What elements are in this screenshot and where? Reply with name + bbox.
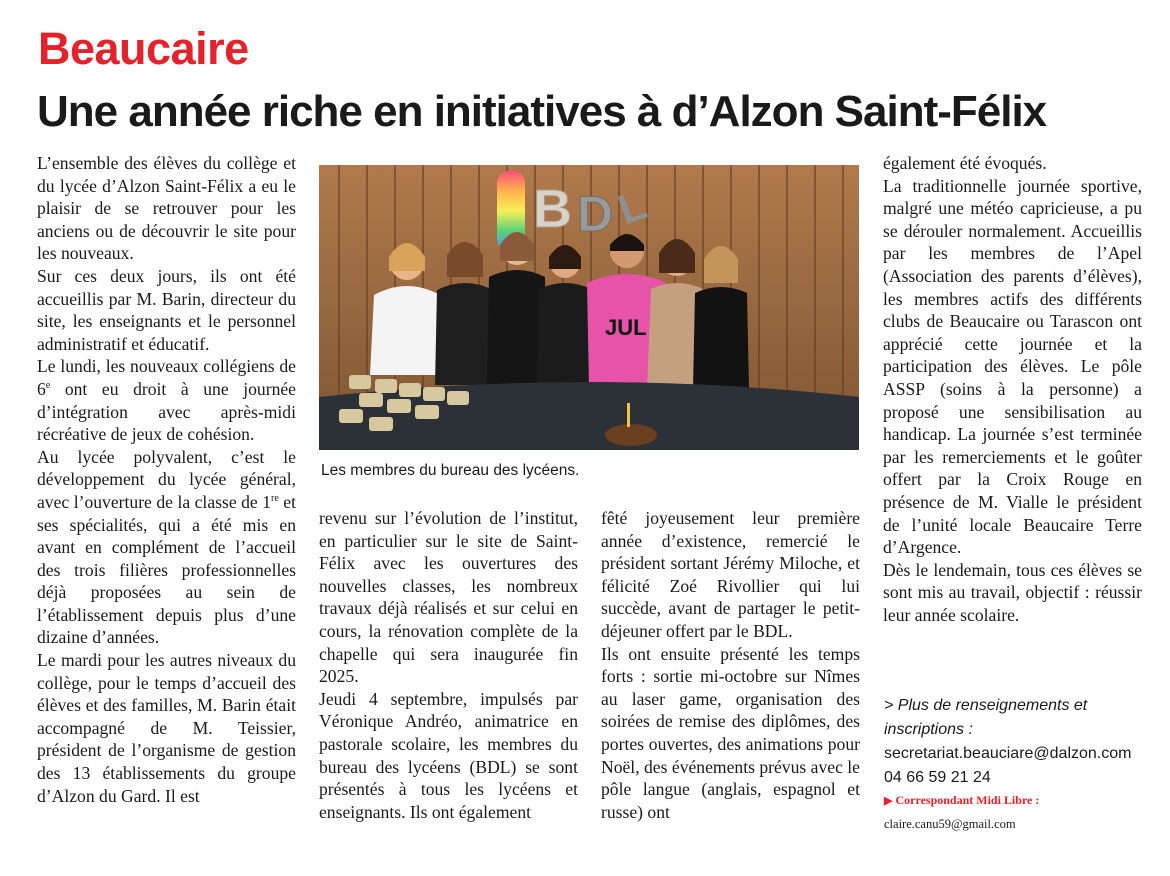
paragraph: fêté joyeusement leur première année d’existence, remercié le président sortant Jérémy Miloche, et félicité Zoé Rivollier qui lui succède, avant de partager le petit-déjeuner offert par le BDL. <box>601 508 860 641</box>
info-phone: 04 66 59 21 24 <box>884 769 991 786</box>
svg-text:L: L <box>611 180 653 234</box>
correspondent-label: ▶ Correspondant Midi Libre : <box>884 793 1040 807</box>
article-headline: Une année riche en initiatives à d’Alzon Saint-Félix <box>37 87 1047 136</box>
arrow-icon: ▶ <box>884 795 893 807</box>
article-column-4 <box>883 152 1142 626</box>
photo-caption: Les membres du bureau des lycéens. <box>321 462 580 479</box>
article-column-3 <box>601 507 860 823</box>
paragraph: Au lycée polyvalent, c’est le développement du lycée général, avec l’ouverture de la classe de 1re et ses spécialités, qui a été mis en avant en complément de l’accueil des trois filières professionnelles déjà proposées au sein de l’établissement depuis plus d’une dizaine d’années. <box>37 446 296 648</box>
paragraph: également été évoqués. <box>883 153 1047 173</box>
article-column-2 <box>319 507 578 823</box>
article-photo <box>319 165 859 450</box>
svg-text:B: B <box>533 179 572 239</box>
info-box <box>884 694 1154 790</box>
shirt-text: JUL <box>605 315 647 340</box>
paragraph: La traditionnelle journée sportive, malgré une météo capricieuse, a pu se dérouler normalement. Accueillis par les membres de l’Apel (Association des parents d’élèves), les membres actifs des différents clubs de Beaucaire ou Tarascon ont apprécié cette journée et la participation des élèves. Le pôle ASSP (soins à la personne) a proposé une sensibilisation au handicap. La journée s’est terminée par les remerciements et le goûter offert par la Croix Rouge en présence de M. Vialle le président de l’unité locale Beaucaire Terre d’Argence. <box>883 175 1142 558</box>
correspondent-email-link[interactable]: claire.canu59@gmail.com <box>884 817 1016 831</box>
paragraph: Ils ont ensuite présenté les temps forts : sortie mi-octobre sur Nîmes au laser game, organisation des soirées de remise des diplômes, des portes ouvertes, des animations pour Noël, des événements prévus avec le pôle langue (anglais, espagnol et russe) ont <box>601 643 860 822</box>
info-email-link[interactable]: secretariat.beauciare@dalzon.com <box>884 745 1132 762</box>
article-kicker: Beaucaire <box>38 23 249 74</box>
paragraph: Jeudi 4 septembre, impulsés par Véronique Andréo, animatrice en pastorale scolaire, les membres du bureau des lycéens (BDL) se sont présentés à tous les lycéens et enseignants. Ils ont également <box>319 688 578 822</box>
paragraph: Le mardi pour les autres niveaux du collège, pour le temps d’accueil des élèves et des familles, M. Barin était accompagné de M. Teissier, président de l’organisme de gestion des 13 établissements du groupe d’Alzon du Gard. Il est <box>37 650 296 806</box>
info-line: inscriptions : <box>884 721 973 738</box>
paragraph: Sur ces deux jours, ils ont été accueillis par M. Barin, directeur du site, les enseignants et le personnel administratif et éducatif. <box>37 265 296 354</box>
paragraph: revenu sur l’évolution de l’institut, en particulier sur le site de Saint-Félix avec les ouvertures des nouvelles classes, les nombreux travaux déjà réalisés et sur celui en cours, la rénovation complète de la chapelle qui sera inaugurée fin 2025. <box>319 508 578 687</box>
article-column-1 <box>37 152 296 807</box>
paragraph: L’ensemble des élèves du collège et du lycée d’Alzon Saint-Félix a eu le plaisir de se retrouver pour les anciens ou de découvrir le site pour les nouveaux. <box>37 153 296 264</box>
paragraph: Le lundi, les nouveaux collégiens de 6e ont eu droit à une journée d’intégration avec après-midi récréative de jeux de cohésion. <box>37 356 296 445</box>
paragraph: Dès le lendemain, tous ces élèves se sont mis au travail, objectif : réussir leur année scolaire. <box>883 559 1142 625</box>
info-line: > Plus de renseignements et <box>884 697 1088 714</box>
svg-text:D: D <box>577 186 614 242</box>
